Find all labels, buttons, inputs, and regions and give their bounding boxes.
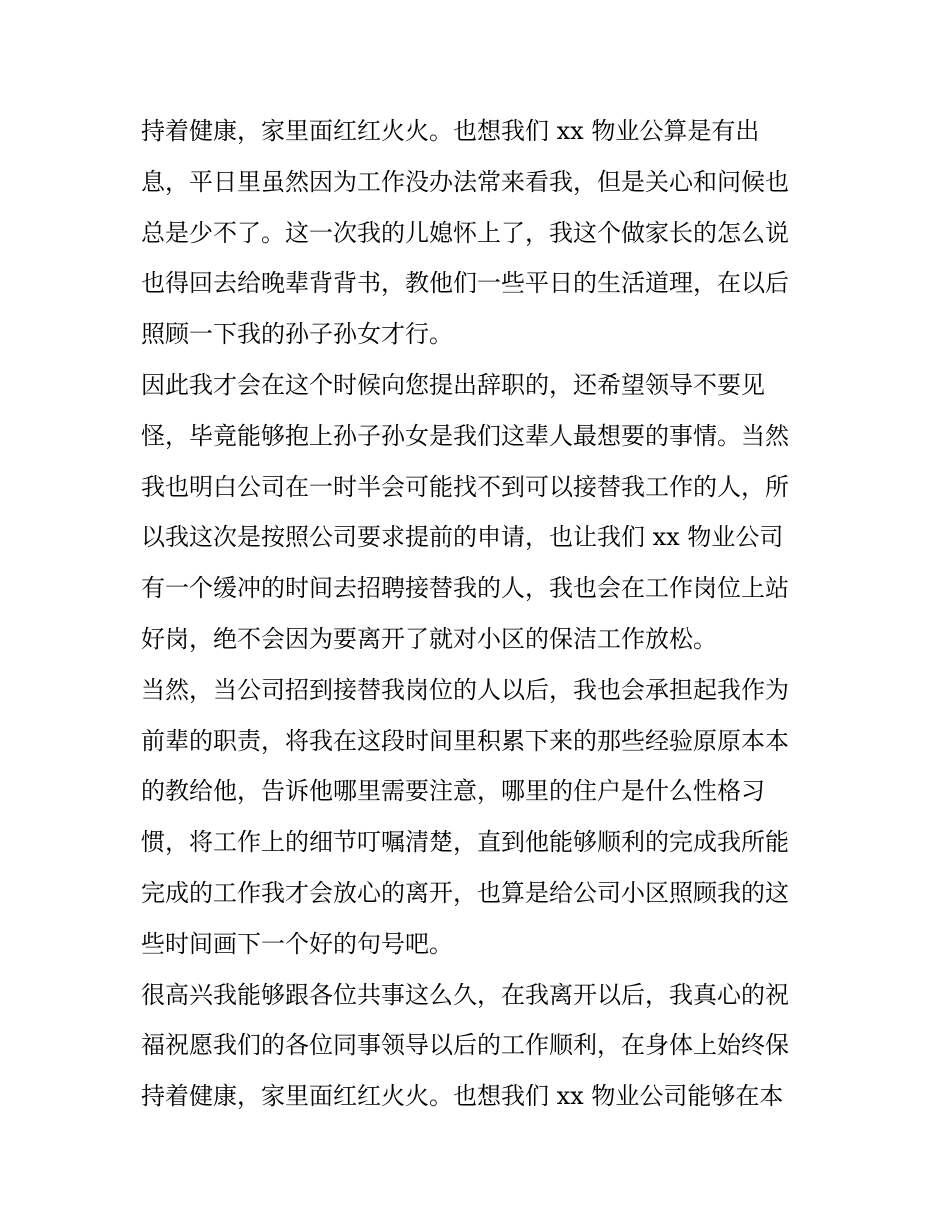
- text-line: 完成的工作我才会放心的离开，也算是给公司小区照顾我的这: [141, 878, 789, 907]
- text-line: 持着健康，家里面红红火火。也想我们 xx 物业公算是有出: [141, 117, 760, 145]
- text-line: 很高兴我能够跟各位共事这么久，在我离开以后，我真心的祝: [141, 980, 789, 1009]
- text-line: 好岗，绝不会因为要离开了就对小区的保洁工作放松。: [141, 624, 717, 653]
- text-line: 的教给他，告诉他哪里需要注意，哪里的住户是什么性格习: [141, 777, 765, 806]
- text-line: 些时间画下一个好的句号吧。: [141, 929, 453, 958]
- text-line: 因此我才会在这个时候向您提出辞职的，还希望领导不要见: [141, 370, 765, 399]
- text-line: 前辈的职责，将我在这段时间里积累下来的那些经验原原本本: [141, 726, 789, 755]
- document-page: [141, 106, 821, 1122]
- text-line: 照顾一下我的孙子孙女才行。: [141, 320, 453, 349]
- text-line: 有一个缓冲的时间去招聘接替我的人，我也会在工作岗位上站: [141, 574, 789, 603]
- text-line: 也得回去给晚辈背背书，教他们一些平日的生活道理，在以后: [141, 269, 789, 298]
- text-line: 当然，当公司招到接替我岗位的人以后，我也会承担起我作为: [141, 675, 789, 704]
- text-line: 持着健康，家里面红红火火。也想我们 xx 物业公司能够在本: [141, 1082, 784, 1111]
- text-line: 怪，毕竟能够抱上孙子孙女是我们这辈人最想要的事情。当然: [141, 421, 789, 450]
- text-line: 惯，将工作上的细节叮嘱清楚，直到他能够顺利的完成我所能: [141, 828, 789, 857]
- text-line: 福祝愿我们的各位同事领导以后的工作顺利，在身体上始终保: [141, 1031, 789, 1060]
- text-line: 以我这次是按照公司要求提前的申请，也让我们 xx 物业公司: [141, 523, 784, 552]
- text-line: 息，平日里虽然因为工作没办法常来看我，但是关心和问候也: [141, 167, 789, 196]
- text-line: 我也明白公司在一时半会可能找不到可以接替我工作的人，所: [141, 472, 789, 501]
- text-line: 总是少不了。这一次我的儿媳怀上了，我这个做家长的怎么说: [141, 218, 789, 247]
